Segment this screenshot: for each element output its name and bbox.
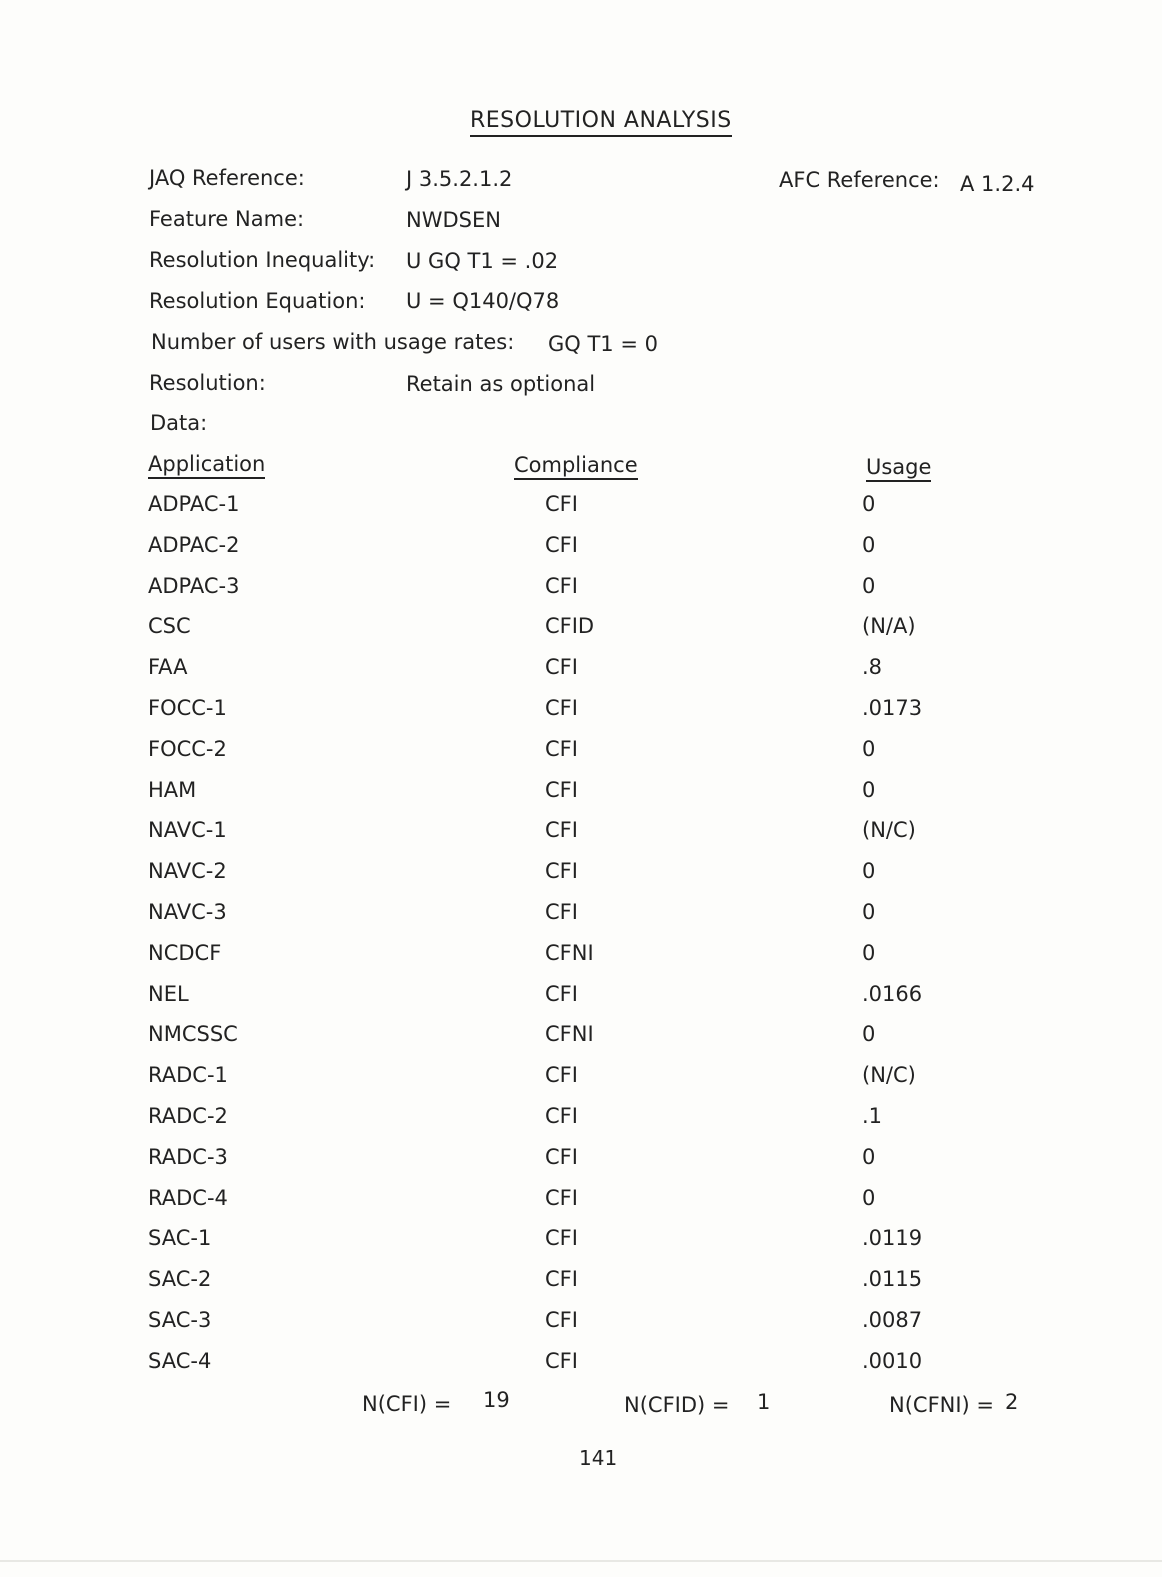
usage-cell: 0 <box>862 859 876 883</box>
table-row <box>0 737 1162 767</box>
table-row <box>0 1022 1162 1052</box>
cfid-count-label: N(CFID) = <box>624 1393 730 1417</box>
compliance-cell: CFI <box>545 982 578 1006</box>
table-row <box>0 818 1162 848</box>
compliance-cell: CFI <box>545 1104 578 1128</box>
table-row <box>0 655 1162 685</box>
table-row <box>0 614 1162 644</box>
compliance-cell: CFID <box>545 614 595 638</box>
usage-cell: .0115 <box>862 1267 923 1291</box>
application-cell: RADC-1 <box>148 1063 228 1087</box>
application-cell: NEL <box>148 982 189 1006</box>
compliance-cell: CFI <box>545 737 578 761</box>
compliance-cell: CFI <box>545 1349 578 1373</box>
compliance-cell: CFI <box>545 696 578 720</box>
usage-cell: .0087 <box>862 1308 923 1332</box>
resolution-label: Resolution: <box>149 371 266 395</box>
usage-cell: (N/C) <box>862 818 916 842</box>
compliance-cell: CFI <box>545 900 578 924</box>
usage-cell: 0 <box>862 941 876 965</box>
table-row <box>0 941 1162 971</box>
cfi-count-label: N(CFI) = <box>362 1392 452 1416</box>
users-usage-label: Number of users with usage rates: <box>151 330 515 354</box>
application-cell: ADPAC-2 <box>148 533 240 557</box>
jaq-reference-label: JAQ Reference: <box>149 166 305 190</box>
cfni-count-value: 2 <box>1005 1390 1019 1414</box>
table-row <box>0 1063 1162 1093</box>
compliance-cell: CFI <box>545 818 578 842</box>
usage-cell: 0 <box>862 1186 876 1210</box>
compliance-cell: CFNI <box>545 1022 594 1046</box>
jaq-reference-value: J 3.5.2.1.2 <box>406 167 513 191</box>
cfni-count-label: N(CFNI) = <box>889 1393 995 1417</box>
afc-reference-value: A 1.2.4 <box>960 172 1035 196</box>
usage-cell: (N/C) <box>862 1063 916 1087</box>
table-row <box>0 533 1162 563</box>
users-usage-value: GQ T1 = 0 <box>548 332 658 356</box>
cfi-count-value: 19 <box>483 1388 510 1412</box>
application-cell: ADPAC-1 <box>148 492 240 516</box>
column-header-compliance: Compliance <box>514 453 638 480</box>
usage-cell: .0166 <box>862 982 923 1006</box>
table-row <box>0 900 1162 930</box>
cfid-count-value: 1 <box>757 1390 771 1414</box>
application-cell: RADC-4 <box>148 1186 228 1210</box>
resolution-equation-label: Resolution Equation: <box>149 289 366 313</box>
table-row <box>0 859 1162 889</box>
compliance-cell: CFI <box>545 778 578 802</box>
application-cell: FOCC-1 <box>148 696 227 720</box>
usage-cell: (N/A) <box>862 614 916 638</box>
compliance-cell: CFI <box>545 859 578 883</box>
table-row <box>0 1186 1162 1216</box>
table-row <box>0 1145 1162 1175</box>
application-cell: NAVC-2 <box>148 859 227 883</box>
compliance-cell: CFI <box>545 574 578 598</box>
table-row <box>0 696 1162 726</box>
compliance-cell: CFNI <box>545 941 594 965</box>
usage-cell: .1 <box>862 1104 883 1128</box>
feature-name-label: Feature Name: <box>149 207 305 231</box>
resolution-value: Retain as optional <box>406 372 596 396</box>
application-cell: HAM <box>148 778 197 802</box>
compliance-cell: CFI <box>545 1308 578 1332</box>
afc-reference-label: AFC Reference: <box>779 168 940 192</box>
application-cell: NAVC-3 <box>148 900 227 924</box>
usage-cell: .0119 <box>862 1226 923 1250</box>
resolution-equation-value: U = Q140/Q78 <box>406 289 560 313</box>
table-row <box>0 1349 1162 1379</box>
table-row <box>0 1308 1162 1338</box>
usage-cell: 0 <box>862 533 876 557</box>
usage-cell: 0 <box>862 737 876 761</box>
table-row <box>0 982 1162 1012</box>
table-row <box>0 1267 1162 1297</box>
application-cell: ADPAC-3 <box>148 574 240 598</box>
table-row <box>0 778 1162 808</box>
data-label: Data: <box>150 411 208 435</box>
application-cell: RADC-3 <box>148 1145 228 1169</box>
application-cell: FAA <box>148 655 188 679</box>
feature-name-value: NWDSEN <box>406 208 501 232</box>
table-row <box>0 1226 1162 1256</box>
usage-cell: 0 <box>862 574 876 598</box>
table-row <box>0 1104 1162 1134</box>
page-edge-line <box>0 1560 1162 1562</box>
usage-cell: 0 <box>862 492 876 516</box>
application-cell: FOCC-2 <box>148 737 227 761</box>
compliance-cell: CFI <box>545 533 578 557</box>
application-cell: NMCSSC <box>148 1022 238 1046</box>
compliance-cell: CFI <box>545 492 578 516</box>
application-cell: SAC-4 <box>148 1349 212 1373</box>
usage-cell: 0 <box>862 778 876 802</box>
usage-cell: 0 <box>862 900 876 924</box>
page-title: RESOLUTION ANALYSIS <box>470 108 732 137</box>
resolution-inequality-value: U GQ T1 = .02 <box>406 249 559 273</box>
application-cell: CSC <box>148 614 191 638</box>
usage-cell: .0173 <box>862 696 923 720</box>
usage-cell: .8 <box>862 655 883 679</box>
resolution-inequality-label: Resolution Inequality: <box>149 248 376 272</box>
compliance-cell: CFI <box>545 1226 578 1250</box>
compliance-cell: CFI <box>545 1186 578 1210</box>
column-header-application: Application <box>148 452 265 479</box>
usage-cell: 0 <box>862 1022 876 1046</box>
usage-cell: .0010 <box>862 1349 923 1373</box>
compliance-cell: CFI <box>545 1267 578 1291</box>
compliance-cell: CFI <box>545 1145 578 1169</box>
column-header-usage: Usage <box>866 455 931 482</box>
table-row <box>0 492 1162 522</box>
compliance-cell: CFI <box>545 1063 578 1087</box>
application-cell: SAC-3 <box>148 1308 212 1332</box>
compliance-cell: CFI <box>545 655 578 679</box>
application-cell: SAC-2 <box>148 1267 212 1291</box>
application-cell: RADC-2 <box>148 1104 228 1128</box>
table-row <box>0 574 1162 604</box>
application-cell: NAVC-1 <box>148 818 227 842</box>
application-cell: SAC-1 <box>148 1226 212 1250</box>
page-number: 141 <box>579 1446 618 1470</box>
usage-cell: 0 <box>862 1145 876 1169</box>
application-cell: NCDCF <box>148 941 222 965</box>
